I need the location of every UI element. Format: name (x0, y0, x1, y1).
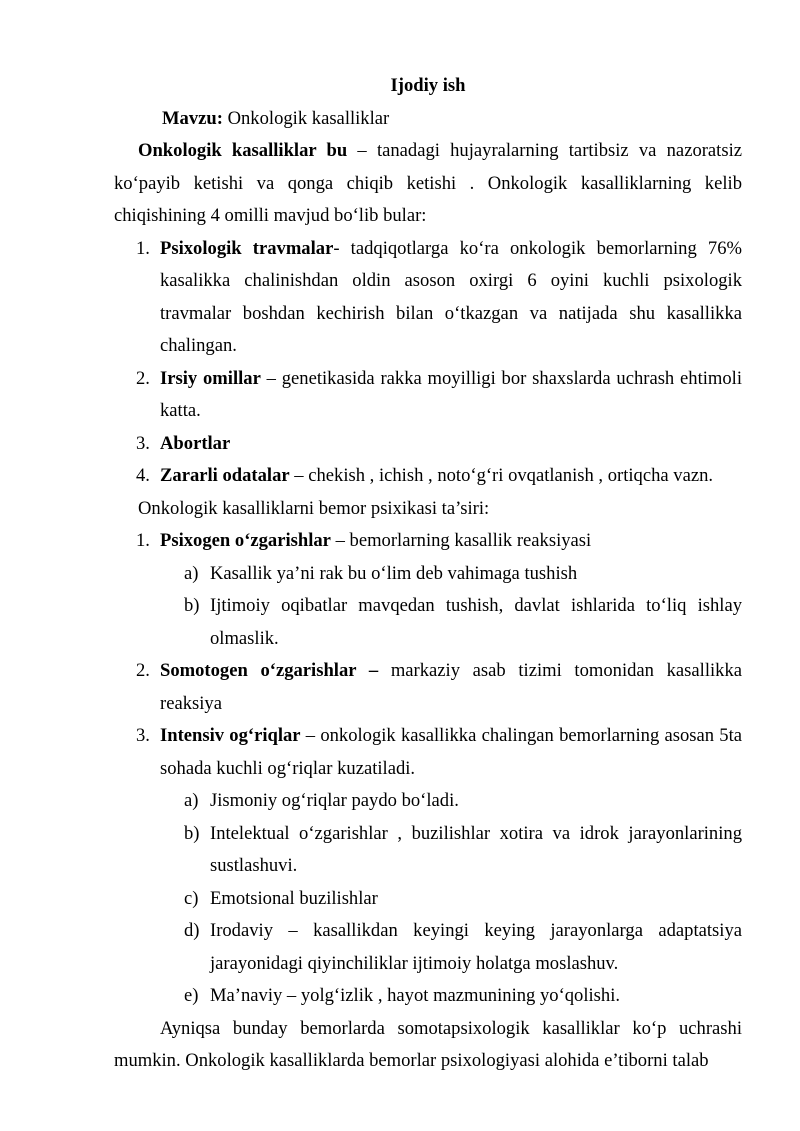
list-item-text: – onkologik kasallikka chalingan bemorlarning asosan 5ta sohada kuchli og‘riqlar kuzatiladi. (160, 725, 742, 779)
list-item-text: - tadqiqotlarga ko‘ra onkologik bemorlarning 76% kasalikka chalinishdan oldin asoson oxirgi 6 oyini kuchli psixologik travmalar boshdan kechirish bilan o‘tkazgan va natijada shu kasallikka chalingan. (160, 237, 742, 356)
list-item (114, 363, 742, 428)
sub-list-marker: a) (184, 790, 199, 811)
list-item-term: Irsiy omillar (160, 367, 261, 389)
list-item-term: Intensiv og‘riqlar (160, 725, 301, 746)
list-item (114, 428, 742, 461)
sub-list-marker: c) (184, 887, 199, 909)
list-item (114, 460, 742, 493)
list-item-term: Psixologik travmalar (160, 237, 334, 259)
document-body (114, 70, 742, 1078)
sub-list-item (114, 818, 742, 883)
impact-list (114, 525, 742, 1013)
sub-list-text: Intelektual o‘zgarishlar , buzilishlar xotira va idrok jarayonlarining sustlashuvi. (210, 822, 742, 876)
list-item-text: – genetikasida rakka moyilligi bor shaxslarda uchrash ehtimoli katta. (160, 367, 743, 421)
sub-list-text: Emotsional buzilishlar (210, 887, 378, 909)
sub-list-text: Jismoniy og‘riqlar paydo bo‘ladi. (210, 790, 459, 811)
impact-heading: Onkologik kasalliklarni bemor psixikasi ta’siri: (138, 497, 490, 519)
sub-list-marker: b) (184, 595, 200, 616)
list-item-term: Somotogen o‘zgarishlar – (160, 660, 379, 681)
sub-list-item (114, 785, 742, 818)
sub-list-item (114, 915, 742, 980)
sub-list-item (114, 883, 742, 916)
list-number: 1. (136, 530, 150, 551)
list-number: 3. (136, 725, 150, 746)
sub-list-item (114, 980, 742, 1013)
list-item-term: Psixogen o‘zgarishlar (160, 530, 331, 551)
sub-list-item (114, 558, 742, 591)
sub-list-marker: e) (184, 985, 199, 1006)
list-item-text: – chekish , ichish , noto‘g‘ri ovqatlanish , ortiqcha vazn. (289, 465, 714, 486)
list-number: 4. (136, 465, 150, 486)
intro-paragraph (114, 135, 742, 233)
list-item (114, 720, 742, 785)
document-title: Ijodiy ish (390, 75, 466, 96)
intro-text: – tanadagi hujayralarning tartibsiz va nazoratsiz ko‘payib ketishi va qonga chiqib ketishi . Onkologik kasalliklarning kelib chiqishining 4 omilli mavjud bo‘lib bular: (114, 140, 743, 226)
list-item-term: Zararli odatalar (160, 465, 290, 486)
sub-list-text: Irodaviy – kasallikdan keyingi keying jarayonlarga adaptatsiya jarayonidagi qiyinchiliklar ijtimoiy holatga moslashuv. (210, 920, 742, 974)
sub-list-marker: b) (184, 822, 200, 844)
list-number: 3. (136, 432, 150, 454)
list-number: 2. (136, 660, 150, 681)
sub-list-marker: a) (184, 562, 199, 584)
topic-value: Onkologik kasalliklar (222, 107, 390, 129)
list-number: 2. (136, 367, 150, 389)
list-item-text: – bemorlarning kasallik reaksiyasi (330, 530, 592, 551)
list-item (114, 655, 742, 720)
factors-list (114, 233, 742, 493)
sub-list-text: Kasallik ya’ni rak bu o‘lim deb vahimaga tushish (210, 562, 578, 584)
sub-list-text: Ma’naviy – yolg‘izlik , hayot mazmunining yo‘qolishi. (210, 985, 621, 1006)
list-number: 1. (136, 237, 150, 259)
closing-paragraph: Ayniqsa bunday bemorlarda somotapsixologik kasalliklar ko‘p uchrashi mumkin. Onkologik kasalliklarda bemorlar psixologiyasi alohida e’tiborni talab (114, 1017, 742, 1071)
list-item-text: markaziy asab tizimi tomonidan kasallikka reaksiya (160, 660, 743, 714)
sub-list-item (114, 590, 742, 655)
sub-list-text: Ijtimoiy oqibatlar mavqedan tushish, davlat ishlarida to‘liq ishlay olmaslik. (210, 595, 742, 649)
list-item-term: Abortlar (160, 432, 231, 454)
topic-line (114, 103, 742, 136)
sub-list-marker: d) (184, 920, 200, 941)
list-item (114, 233, 742, 363)
topic-label: Mavzu: (162, 107, 223, 129)
intro-term: Onkologik kasalliklar bu (138, 140, 348, 161)
list-item (114, 525, 742, 558)
